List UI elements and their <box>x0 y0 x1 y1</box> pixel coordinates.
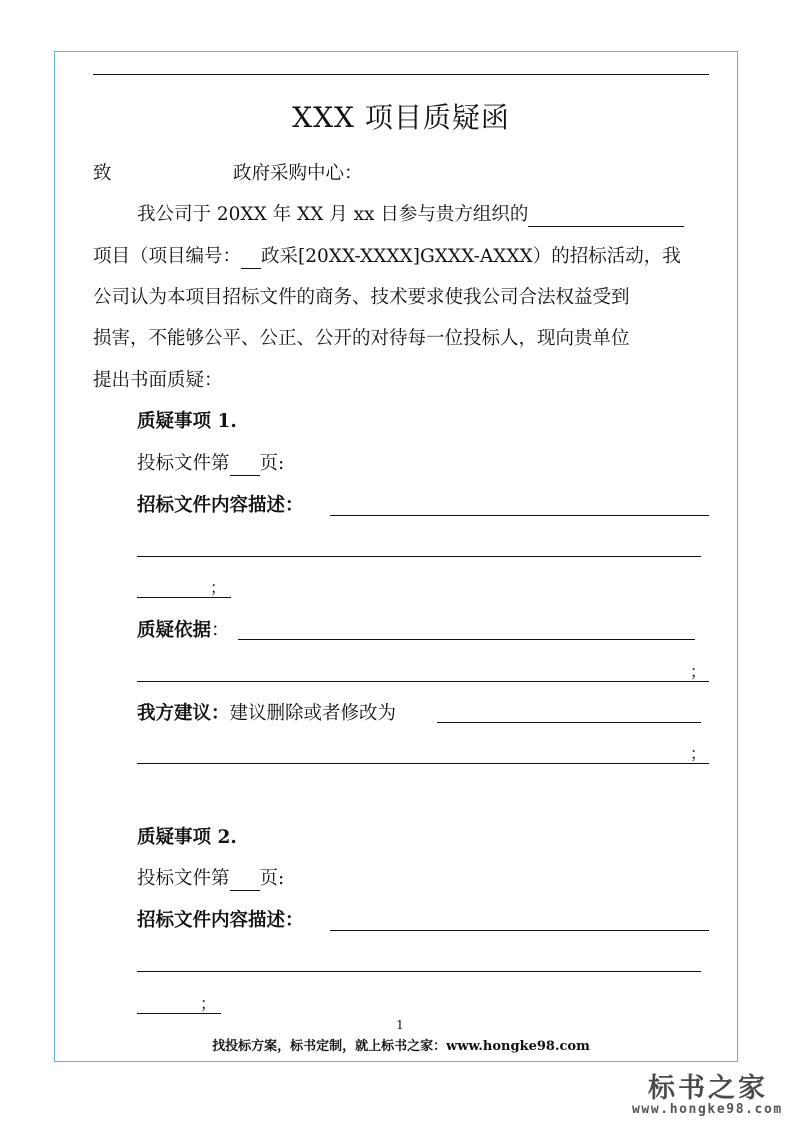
project-name-blank <box>528 204 684 227</box>
item-2-desc-rule-2 <box>137 971 701 972</box>
item-2-heading: 质疑事项 2. <box>137 827 237 848</box>
salutation-recipient: 政府采购中心： <box>233 163 363 184</box>
item-1-page-prefix: 投标文件第 <box>137 453 230 474</box>
item-1-basis-semicolon: ； <box>690 662 707 681</box>
intro-line-2-text: 政采[20XX-XXXX]GXXX-AXXX）的招标活动，我 <box>261 246 681 267</box>
item-1-page-blank <box>230 453 260 476</box>
intro-line-2 <box>93 245 681 269</box>
item-1-page-suffix: 页: <box>259 453 285 474</box>
item-1-heading: 质疑事项 1. <box>137 411 237 432</box>
intro-line-5: 提出书面质疑： <box>93 370 223 391</box>
item-2-page-blank <box>230 868 260 891</box>
item-1-desc-rule-2 <box>137 556 701 557</box>
intro-line-1-text: 我公司于 20XX 年 XX 月 xx 日参与贵方组织的 <box>137 204 529 225</box>
item-2-page-suffix: 页: <box>259 868 285 889</box>
item-1-desc-rule-1 <box>330 515 709 516</box>
document-title: XXX 项目质疑函 <box>292 101 510 134</box>
intro-line-1 <box>137 203 684 227</box>
item-1-basis-rule-1 <box>238 639 695 640</box>
item-2-page-prefix: 投标文件第 <box>137 868 230 889</box>
item-2-desc-label: 招标文件内容描述： <box>137 910 304 931</box>
item-1-suggest-rule-1 <box>437 722 701 723</box>
item-1-desc-label: 招标文件内容描述： <box>137 495 304 516</box>
item-1-desc-semicolon: ； <box>210 578 227 597</box>
item-2-page-ref <box>137 867 284 891</box>
item-1-basis-rule-2 <box>137 681 709 682</box>
item-1-suggest-label: 我方建议： <box>137 703 230 724</box>
brand-logo-text: 标书之家 <box>648 1073 768 1104</box>
item-2-desc-semicolon: ； <box>200 994 217 1013</box>
item-1-suggestion <box>137 702 396 726</box>
item-2-desc-rule-1 <box>330 930 709 931</box>
intro-line-2-prefix: 项目（项目编号： <box>93 246 242 267</box>
item-1-suggest-semicolon: ； <box>690 744 707 763</box>
intro-line-3: 公司认为本项目招标文件的商务、技术要求使我公司合法权益受到 <box>93 287 630 308</box>
item-1-suggest-text: 建议删除或者修改为 <box>229 703 397 724</box>
item-1-suggest-rule-2 <box>137 763 709 764</box>
page-number: 1 <box>396 1018 404 1032</box>
project-number-blank <box>241 246 261 269</box>
footer-ad-text: 找投标方案，标书定制，就上标书之家：www.hongke98.com <box>212 1039 590 1054</box>
brand-url: www.hongke98.com <box>632 1102 783 1117</box>
item-1-basis-colon: ： <box>211 620 230 641</box>
item-1-page-ref <box>137 452 284 476</box>
intro-line-4: 损害，不能够公平、公正、公开的对待每一位投标人，现向贵单位 <box>93 328 630 349</box>
item-1-basis-label-text: 质疑依据 <box>137 620 212 641</box>
salutation-prefix: 致 <box>93 163 112 184</box>
item-1-basis-label <box>137 619 230 643</box>
header-rule <box>93 74 709 75</box>
